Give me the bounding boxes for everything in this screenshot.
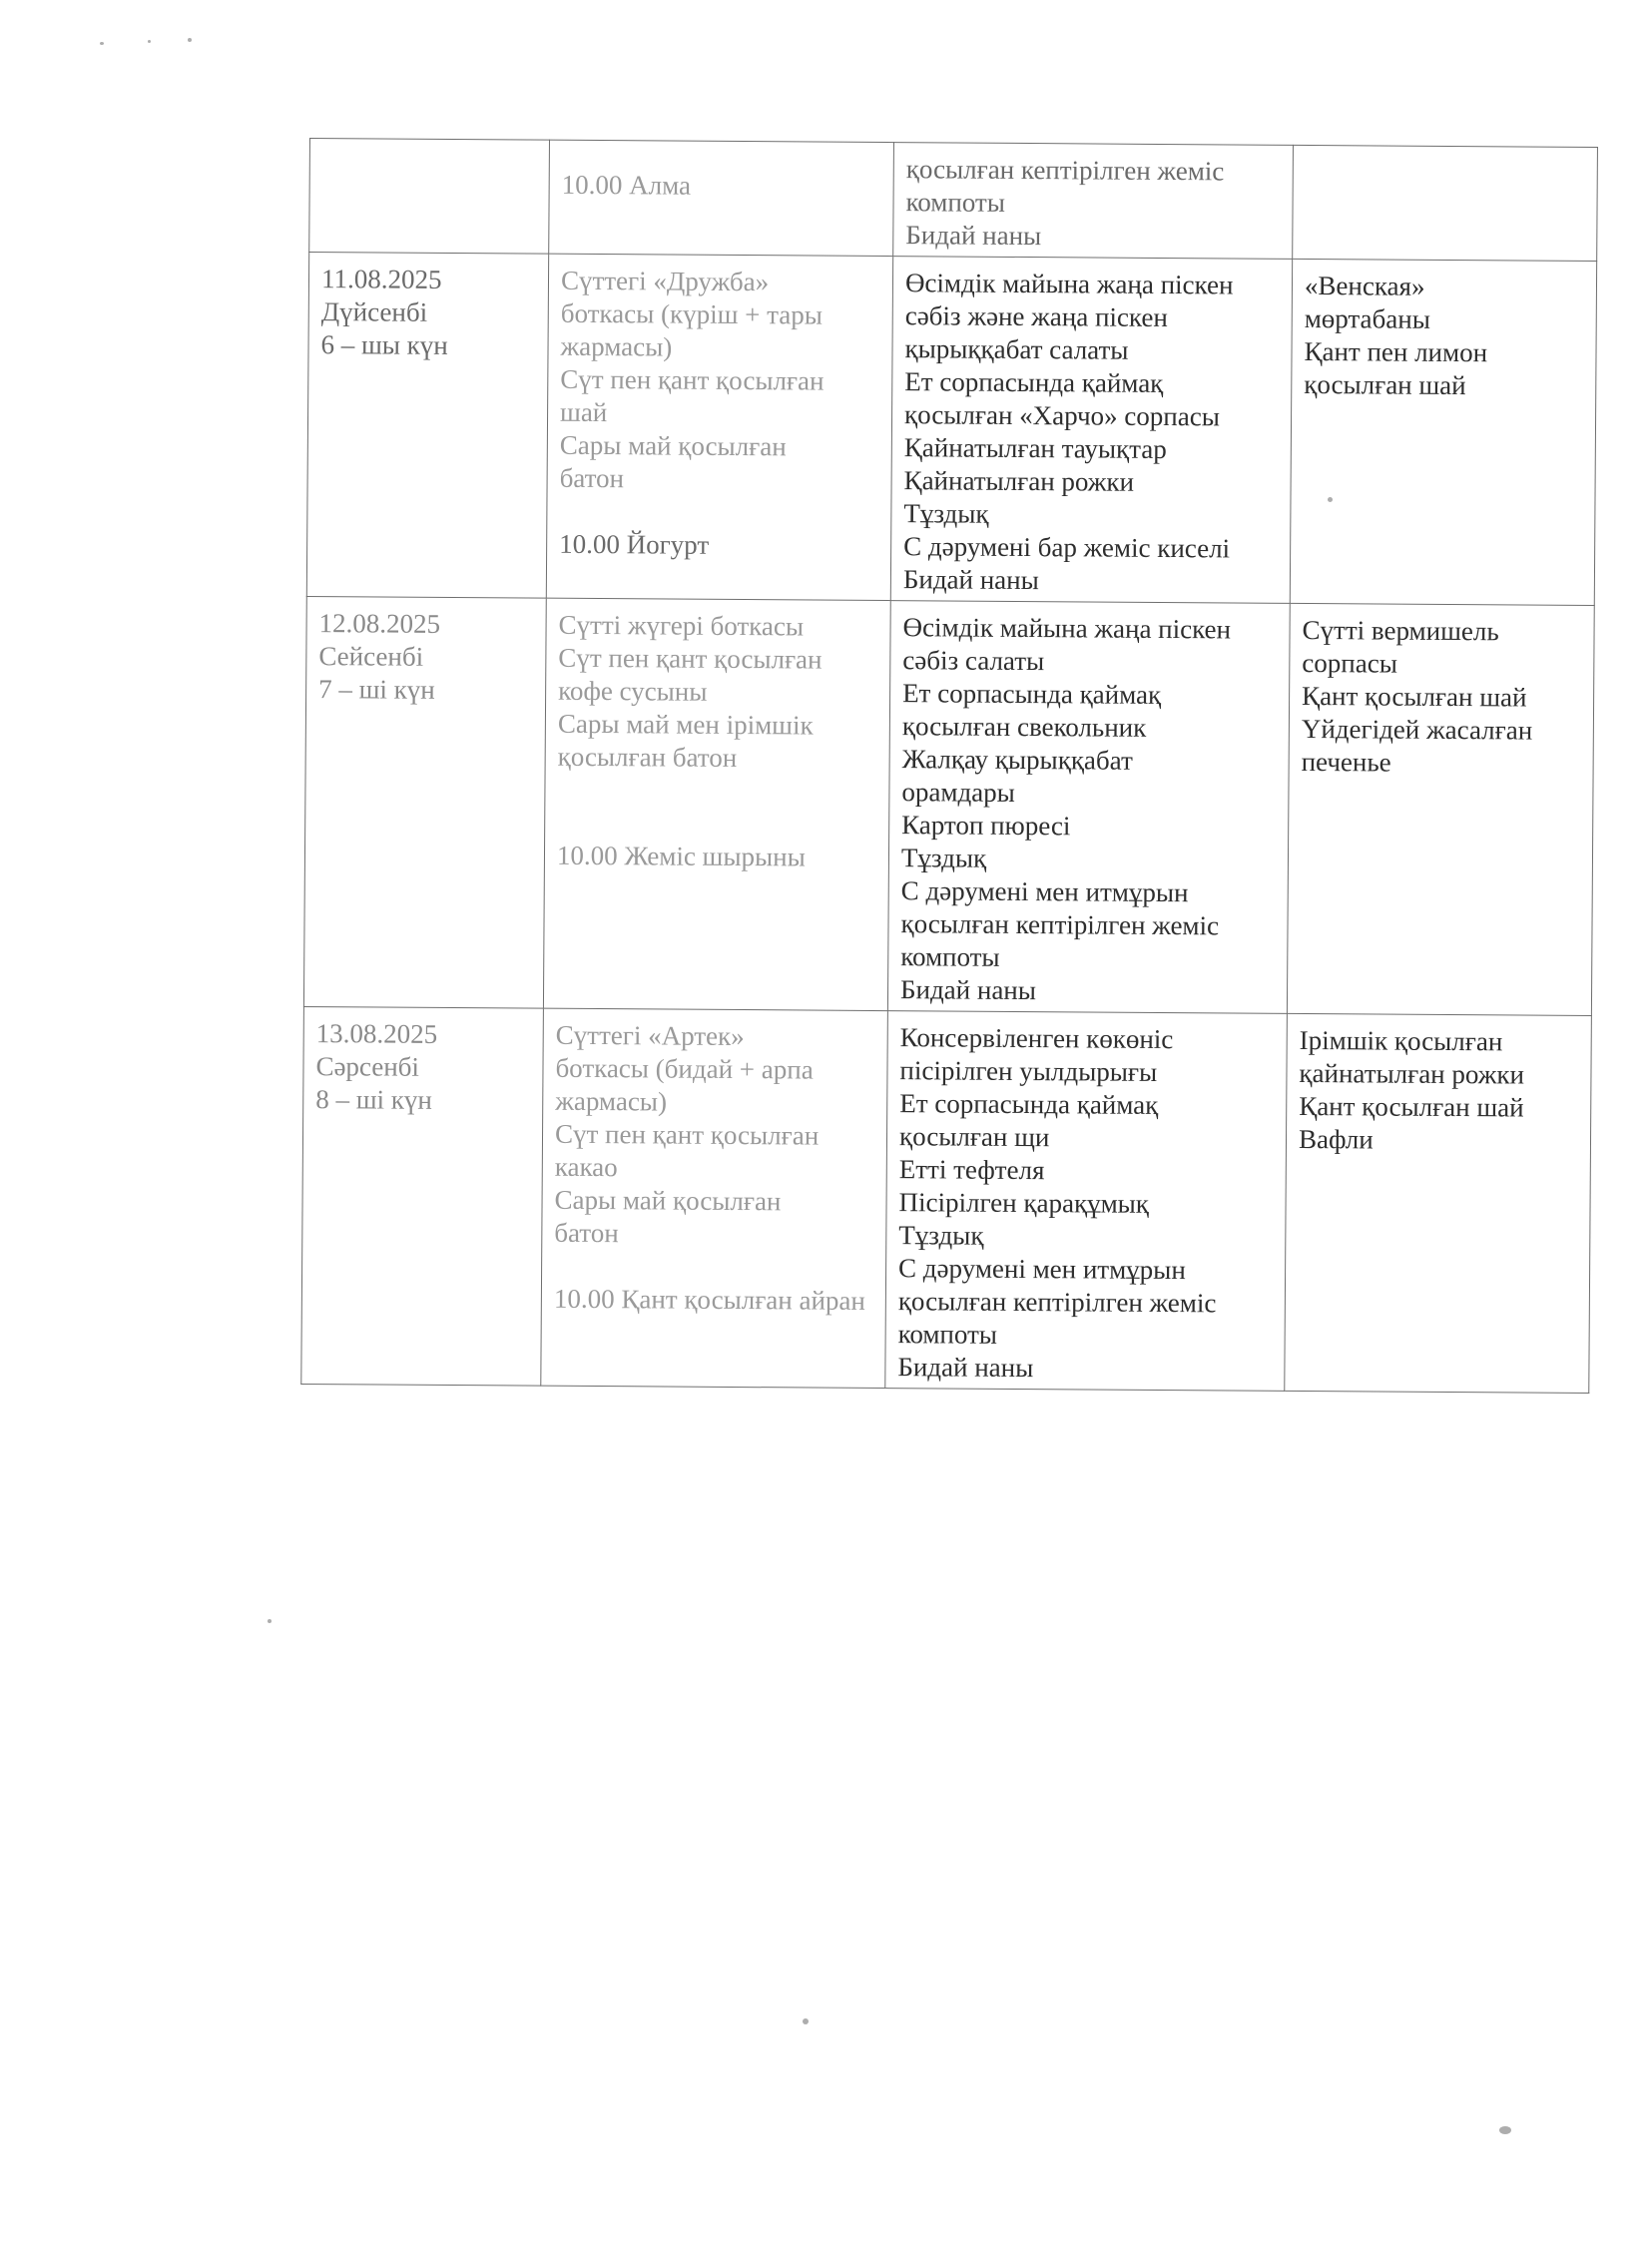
- dinner-item: Сүтті вермишель: [1302, 614, 1499, 647]
- dinner-item: сорпасы: [1302, 647, 1398, 679]
- menu-row: [303, 596, 1594, 1015]
- lunch-item: С дәрумені мен итмұрын: [900, 875, 1189, 908]
- lunch-item: компоты: [900, 941, 1000, 972]
- menu-weekday: Сейсенбі: [318, 641, 424, 672]
- menu-date: 11.08.2025: [320, 264, 442, 294]
- breakfast-item: жармасы): [555, 1085, 668, 1117]
- breakfast-item: Сары май мен ірімшік: [557, 708, 814, 741]
- breakfast-item: қосылған батон: [557, 741, 738, 774]
- breakfast-item: Сүтті жүгері боткасы: [558, 609, 805, 642]
- dinner-cell: [1293, 145, 1598, 261]
- lunch-item: Пісірілген қарақұмық: [898, 1187, 1150, 1219]
- lunch-item: Ет сорпасында қаймақ: [899, 1088, 1159, 1120]
- dinner-item: Қант қосылған шай: [1302, 680, 1527, 713]
- dinner-item: Қант қосылған шай: [1299, 1090, 1524, 1123]
- dinner-item: қосылған шай: [1304, 368, 1466, 401]
- breakfast-item: боткасы (бидай + арпа: [555, 1052, 814, 1085]
- menu-weekday: Сәрсенбі: [315, 1051, 420, 1082]
- breakfast-cell: [546, 254, 892, 600]
- menu-day-label: 8 – ші күн: [315, 1084, 432, 1115]
- breakfast-item: Сүт пен қант қосылған: [554, 1118, 820, 1151]
- menu-date: 12.08.2025: [318, 608, 441, 639]
- breakfast-item: батон: [554, 1217, 619, 1249]
- menu-weekday: [322, 149, 537, 151]
- breakfast-cell: [541, 1008, 888, 1388]
- date-cell: [306, 253, 548, 599]
- breakfast-item: Сүттегі «Дружба»: [560, 265, 770, 297]
- menu-date: 13.08.2025: [315, 1018, 438, 1049]
- menu-table-body: [301, 139, 1598, 1394]
- lunch-cell: [890, 257, 1292, 604]
- date-cell: [309, 139, 550, 255]
- lunch-item: Қайнатылған тауықтар: [903, 432, 1167, 465]
- dinner-item: Ірімшік қосылған: [1299, 1024, 1503, 1057]
- lunch-cell: [893, 143, 1294, 260]
- lunch-item: С дәрумені мен итмұрын: [898, 1253, 1186, 1286]
- breakfast-item: Сары май қосылған: [554, 1184, 782, 1217]
- lunch-item: компоты: [905, 187, 1006, 218]
- lunch-item: Бидай наны: [905, 220, 1042, 252]
- dinner-item: қайнатылған рожки: [1299, 1057, 1525, 1090]
- lunch-item: қосылған свекольник: [901, 711, 1147, 743]
- lunch-item: Тұздық: [898, 1220, 984, 1251]
- lunch-item: Жалқау қырыққабат: [901, 744, 1133, 776]
- lunch-item: орамдары: [901, 777, 1015, 808]
- dinner-item: мөртабаны: [1304, 302, 1431, 334]
- breakfast-item: Сары май қосылған: [559, 429, 787, 462]
- lunch-item: Бидай наны: [897, 1352, 1034, 1384]
- dinner-cell: [1290, 259, 1596, 605]
- snack-item: 10.00 Йогурт: [559, 528, 710, 560]
- menu-date: [322, 149, 537, 151]
- lunch-item: Ет сорпасында қаймақ: [904, 366, 1164, 398]
- lunch-item: Тұздық: [903, 498, 989, 529]
- lunch-item: қосылған кептірілген жеміс: [897, 1286, 1217, 1319]
- menu-row: [301, 1006, 1592, 1393]
- dinner-item: Үйдегідей жасалған: [1301, 713, 1533, 746]
- breakfast-item: Сүт пен қант қосылған: [558, 642, 823, 675]
- dinner-cell: [1285, 1013, 1592, 1393]
- menu-day-label: 7 – ші күн: [318, 674, 435, 705]
- lunch-item: Консервіленген көкөніс: [899, 1022, 1174, 1055]
- lunch-item: қосылған щи: [898, 1121, 1050, 1153]
- breakfast-item: какао: [554, 1151, 618, 1183]
- lunch-item: қосылған «Харчо» сорпасы: [903, 399, 1221, 432]
- breakfast-item: боткасы (күріш + тары: [560, 297, 824, 330]
- lunch-item: Бидай наны: [902, 564, 1039, 596]
- lunch-item: С дәрумені бар жеміс киселі: [903, 531, 1231, 564]
- lunch-item: Ет сорпасында қаймақ: [902, 678, 1162, 710]
- snack-item: 10.00 Алма: [561, 169, 692, 201]
- date-cell: [303, 596, 546, 1008]
- snack-item: 10.00 Жеміс шырыны: [556, 840, 806, 872]
- breakfast-item: батон: [559, 462, 625, 494]
- breakfast-cell: [549, 140, 894, 256]
- menu-table: [300, 138, 1598, 1394]
- lunch-item: компоты: [897, 1319, 998, 1350]
- dinner-item: печенье: [1301, 746, 1391, 778]
- breakfast-item: Сүттегі «Артек»: [555, 1019, 745, 1052]
- lunch-item: сәбіз және жаңа піскен: [904, 300, 1168, 333]
- breakfast-item: Сүт пен қант қосылған: [560, 363, 824, 396]
- date-cell: [301, 1006, 544, 1386]
- lunch-item: қырыққабат салаты: [904, 333, 1129, 365]
- lunch-cell: [887, 601, 1290, 1014]
- breakfast-cell: [543, 598, 890, 1010]
- dinner-cell: [1287, 603, 1594, 1015]
- lunch-item: пісірілген уылдырығы: [899, 1055, 1158, 1087]
- lunch-item: қосылған кептірілген жеміс: [905, 154, 1225, 187]
- dinner-item: Қант пен лимон: [1304, 335, 1488, 368]
- lunch-item: сәбіз салаты: [902, 645, 1045, 677]
- menu-row: [309, 139, 1598, 262]
- menu-row: [306, 253, 1596, 606]
- lunch-item: Етті тефтеля: [898, 1154, 1045, 1186]
- dinner-item: Вафли: [1298, 1123, 1374, 1155]
- lunch-item: Өсімдік майына жаңа піскен: [904, 268, 1234, 300]
- lunch-item: Бидай наны: [899, 974, 1037, 1006]
- lunch-item: қосылған кептірілген жеміс: [900, 908, 1220, 941]
- snack-item: 10.00 Қант қосылған айран: [553, 1283, 866, 1316]
- lunch-item: Тұздық: [900, 843, 987, 873]
- lunch-cell: [885, 1011, 1288, 1392]
- menu-day-label: [322, 149, 537, 151]
- lunch-item: Картоп пюресі: [901, 810, 1071, 842]
- lunch-item: Өсімдік майына жаңа піскен: [902, 612, 1232, 645]
- menu-weekday: Дүйсенбі: [320, 296, 428, 327]
- breakfast-item: шай: [559, 396, 608, 428]
- lunch-item: Қайнатылған рожки: [903, 465, 1135, 497]
- breakfast-item: жармасы): [560, 330, 673, 362]
- breakfast-item: кофе сусыны: [558, 675, 708, 707]
- menu-day-label: 6 – шы күн: [320, 329, 448, 360]
- dinner-item: «Венская»: [1304, 270, 1425, 301]
